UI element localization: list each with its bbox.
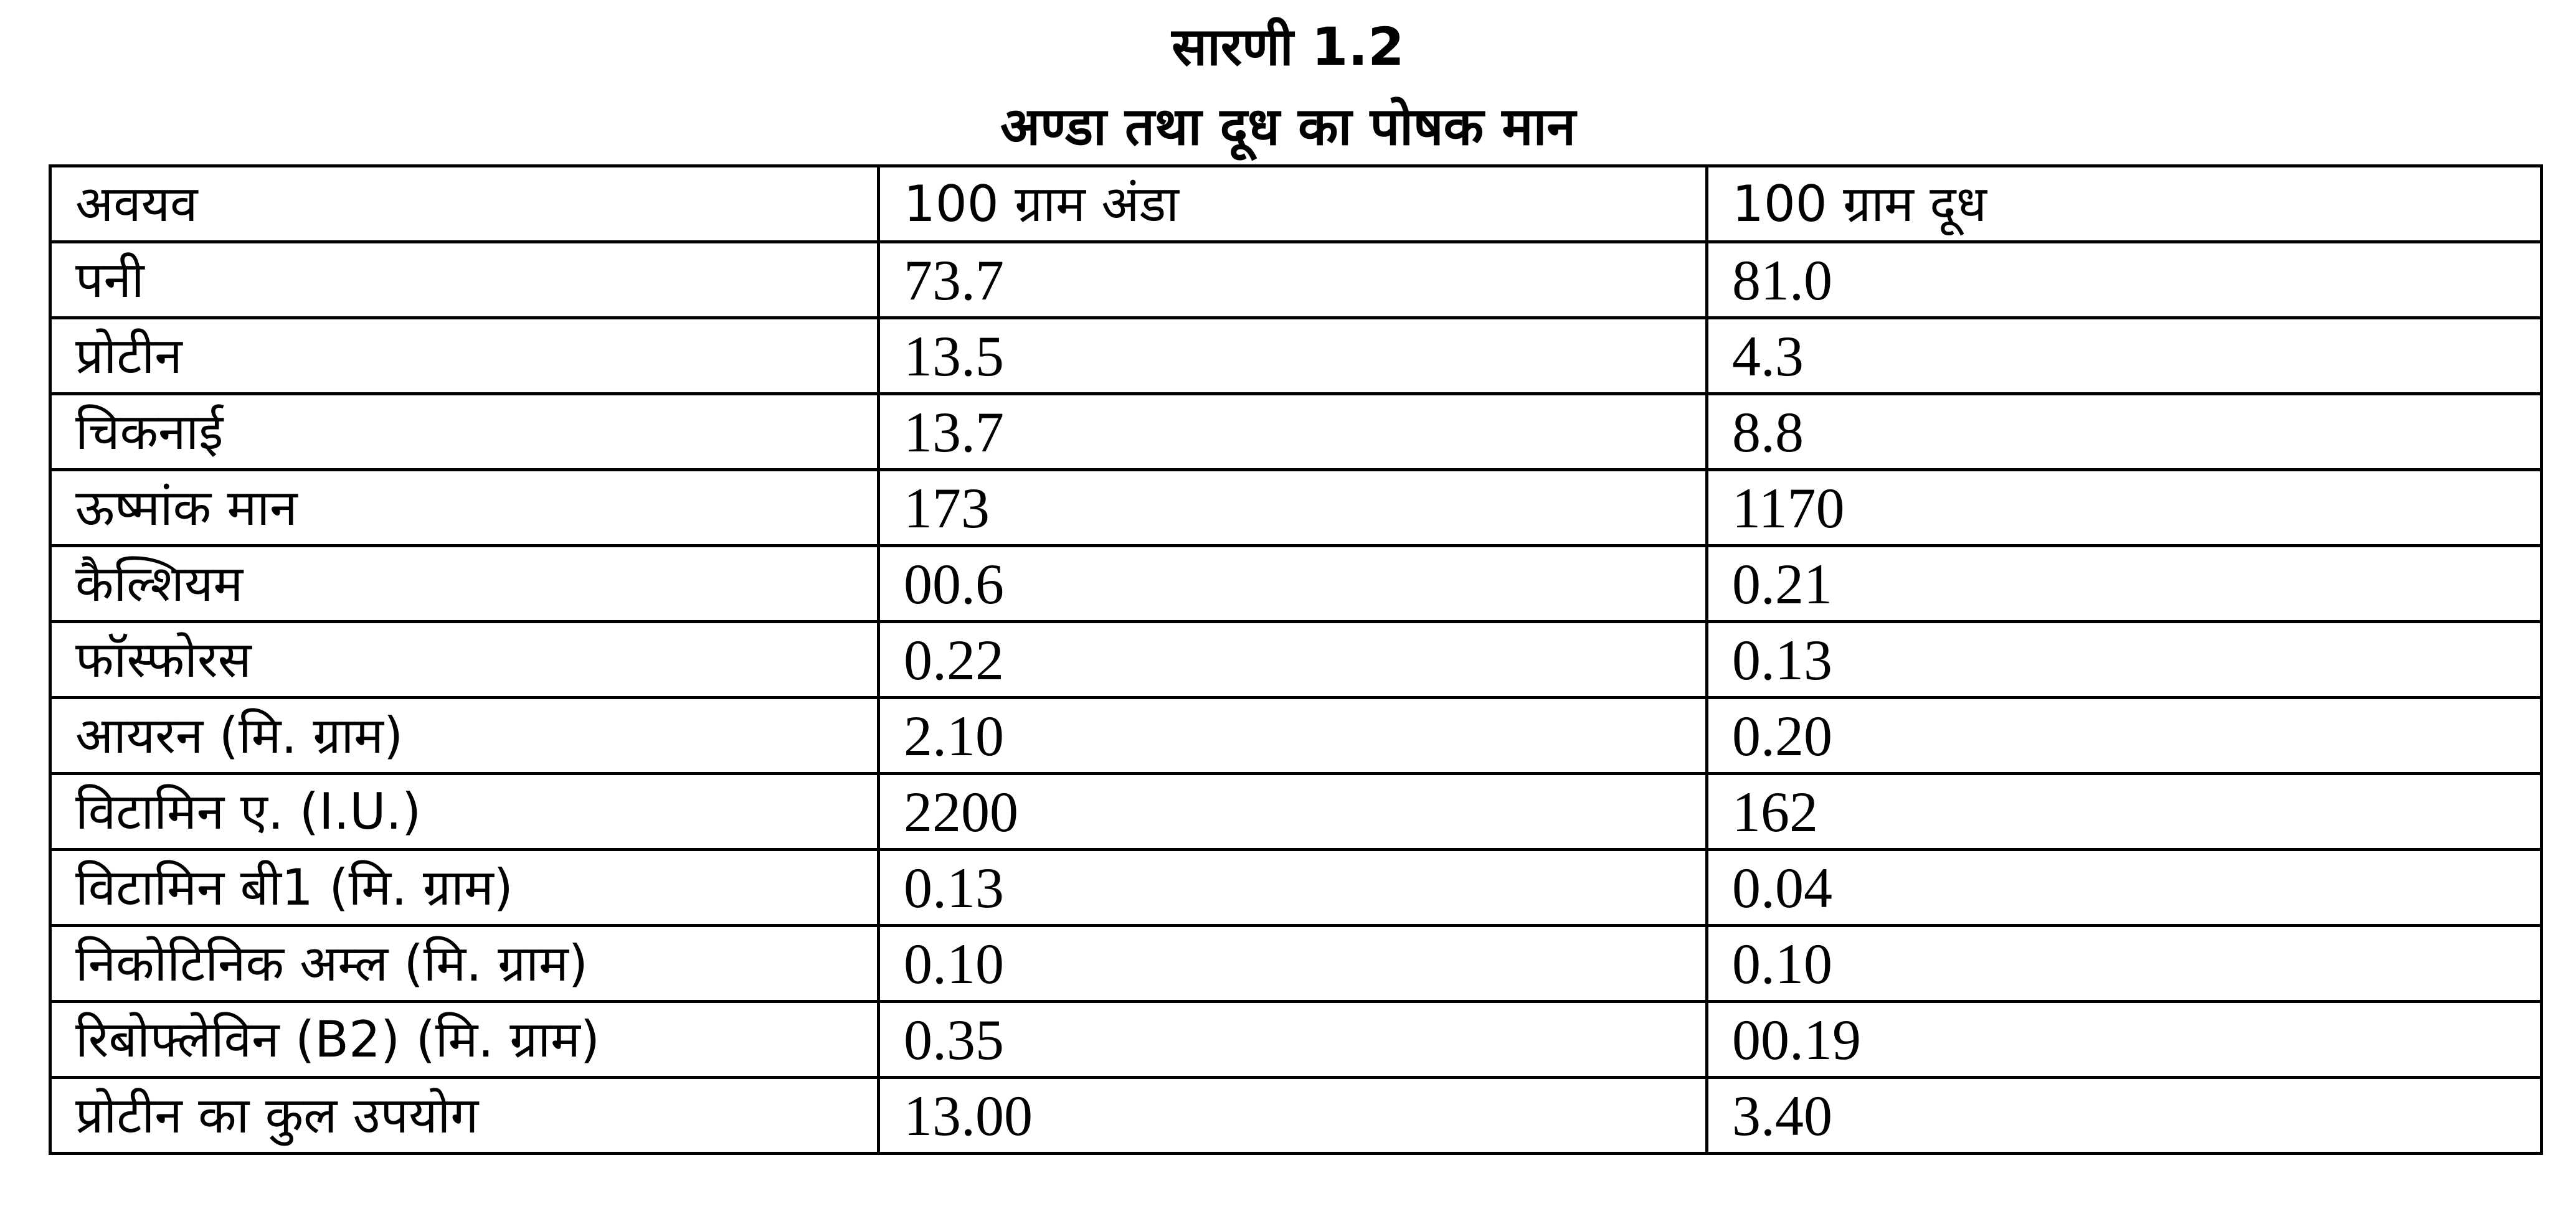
row-egg-value-cell: 2.10 [879,698,1707,774]
row-component-cell: रिबोफ्लेविन (B2) (मि. ग्राम) [50,1002,879,1078]
row-milk-value-cell: 162 [1707,774,2542,850]
table-row [50,1078,2542,1154]
row-egg-value-cell: 173 [879,470,1707,546]
row-component-cell: प्रोटीन का कुल उपयोग [50,1078,879,1154]
row-egg-value-cell: 0.22 [879,622,1707,698]
table-row [50,1002,2542,1078]
table-row [50,850,2542,926]
table-row [50,926,2542,1002]
table-caption-title: अण्डा तथा दूध का पोषक मान [1000,96,1576,157]
table-row [50,622,2542,698]
table-row [50,698,2542,774]
row-milk-value-cell: 00.19 [1707,1002,2542,1078]
row-egg-value-cell: 2200 [879,774,1707,850]
row-milk-value-cell: 0.13 [1707,622,2542,698]
row-component-cell: चिकनाई [50,394,879,470]
row-egg-value-cell: 0.35 [879,1002,1707,1078]
row-milk-value-cell: 81.0 [1707,242,2542,318]
row-milk-value-cell: 0.10 [1707,926,2542,1002]
row-component-cell: कैल्शियम [50,546,879,622]
row-milk-value-cell: 4.3 [1707,318,2542,394]
row-milk-value-cell: 8.8 [1707,394,2542,470]
table-row [50,394,2542,470]
table-row [50,242,2542,318]
table-row [50,470,2542,546]
row-egg-value-cell: 13.5 [879,318,1707,394]
row-milk-value-cell: 1170 [1707,470,2542,546]
row-egg-value-cell: 13.00 [879,1078,1707,1154]
row-component-cell: प्रोटीन [50,318,879,394]
row-egg-value-cell: 0.10 [879,926,1707,1002]
row-milk-value-cell: 0.04 [1707,850,2542,926]
nutrition-table-body [50,166,2542,1154]
nutrition-table [49,164,2543,1155]
row-egg-value-cell: 73.7 [879,242,1707,318]
row-component-cell: विटामिन बी1 (मि. ग्राम) [50,850,879,926]
header-egg-100g: 100 ग्राम अंडा [879,166,1707,242]
row-component-cell: विटामिन ए. (I.U.) [50,774,879,850]
table-caption-number: सारणी 1.2 [1172,16,1404,77]
row-component-cell: पनी [50,242,879,318]
table-header-row [50,166,2542,242]
row-egg-value-cell: 13.7 [879,394,1707,470]
table-row [50,546,2542,622]
row-egg-value-cell: 00.6 [879,546,1707,622]
row-component-cell: निकोटिनिक अम्ल (मि. ग्राम) [50,926,879,1002]
row-component-cell: फॉस्फोरस [50,622,879,698]
row-egg-value-cell: 0.13 [879,850,1707,926]
header-component: अवयव [50,166,879,242]
header-milk-100g: 100 ग्राम दूध [1707,166,2542,242]
table-row [50,774,2542,850]
table-row [50,318,2542,394]
row-milk-value-cell: 3.40 [1707,1078,2542,1154]
row-milk-value-cell: 0.20 [1707,698,2542,774]
row-milk-value-cell: 0.21 [1707,546,2542,622]
row-component-cell: आयरन (मि. ग्राम) [50,698,879,774]
row-component-cell: ऊष्मांक मान [50,470,879,546]
